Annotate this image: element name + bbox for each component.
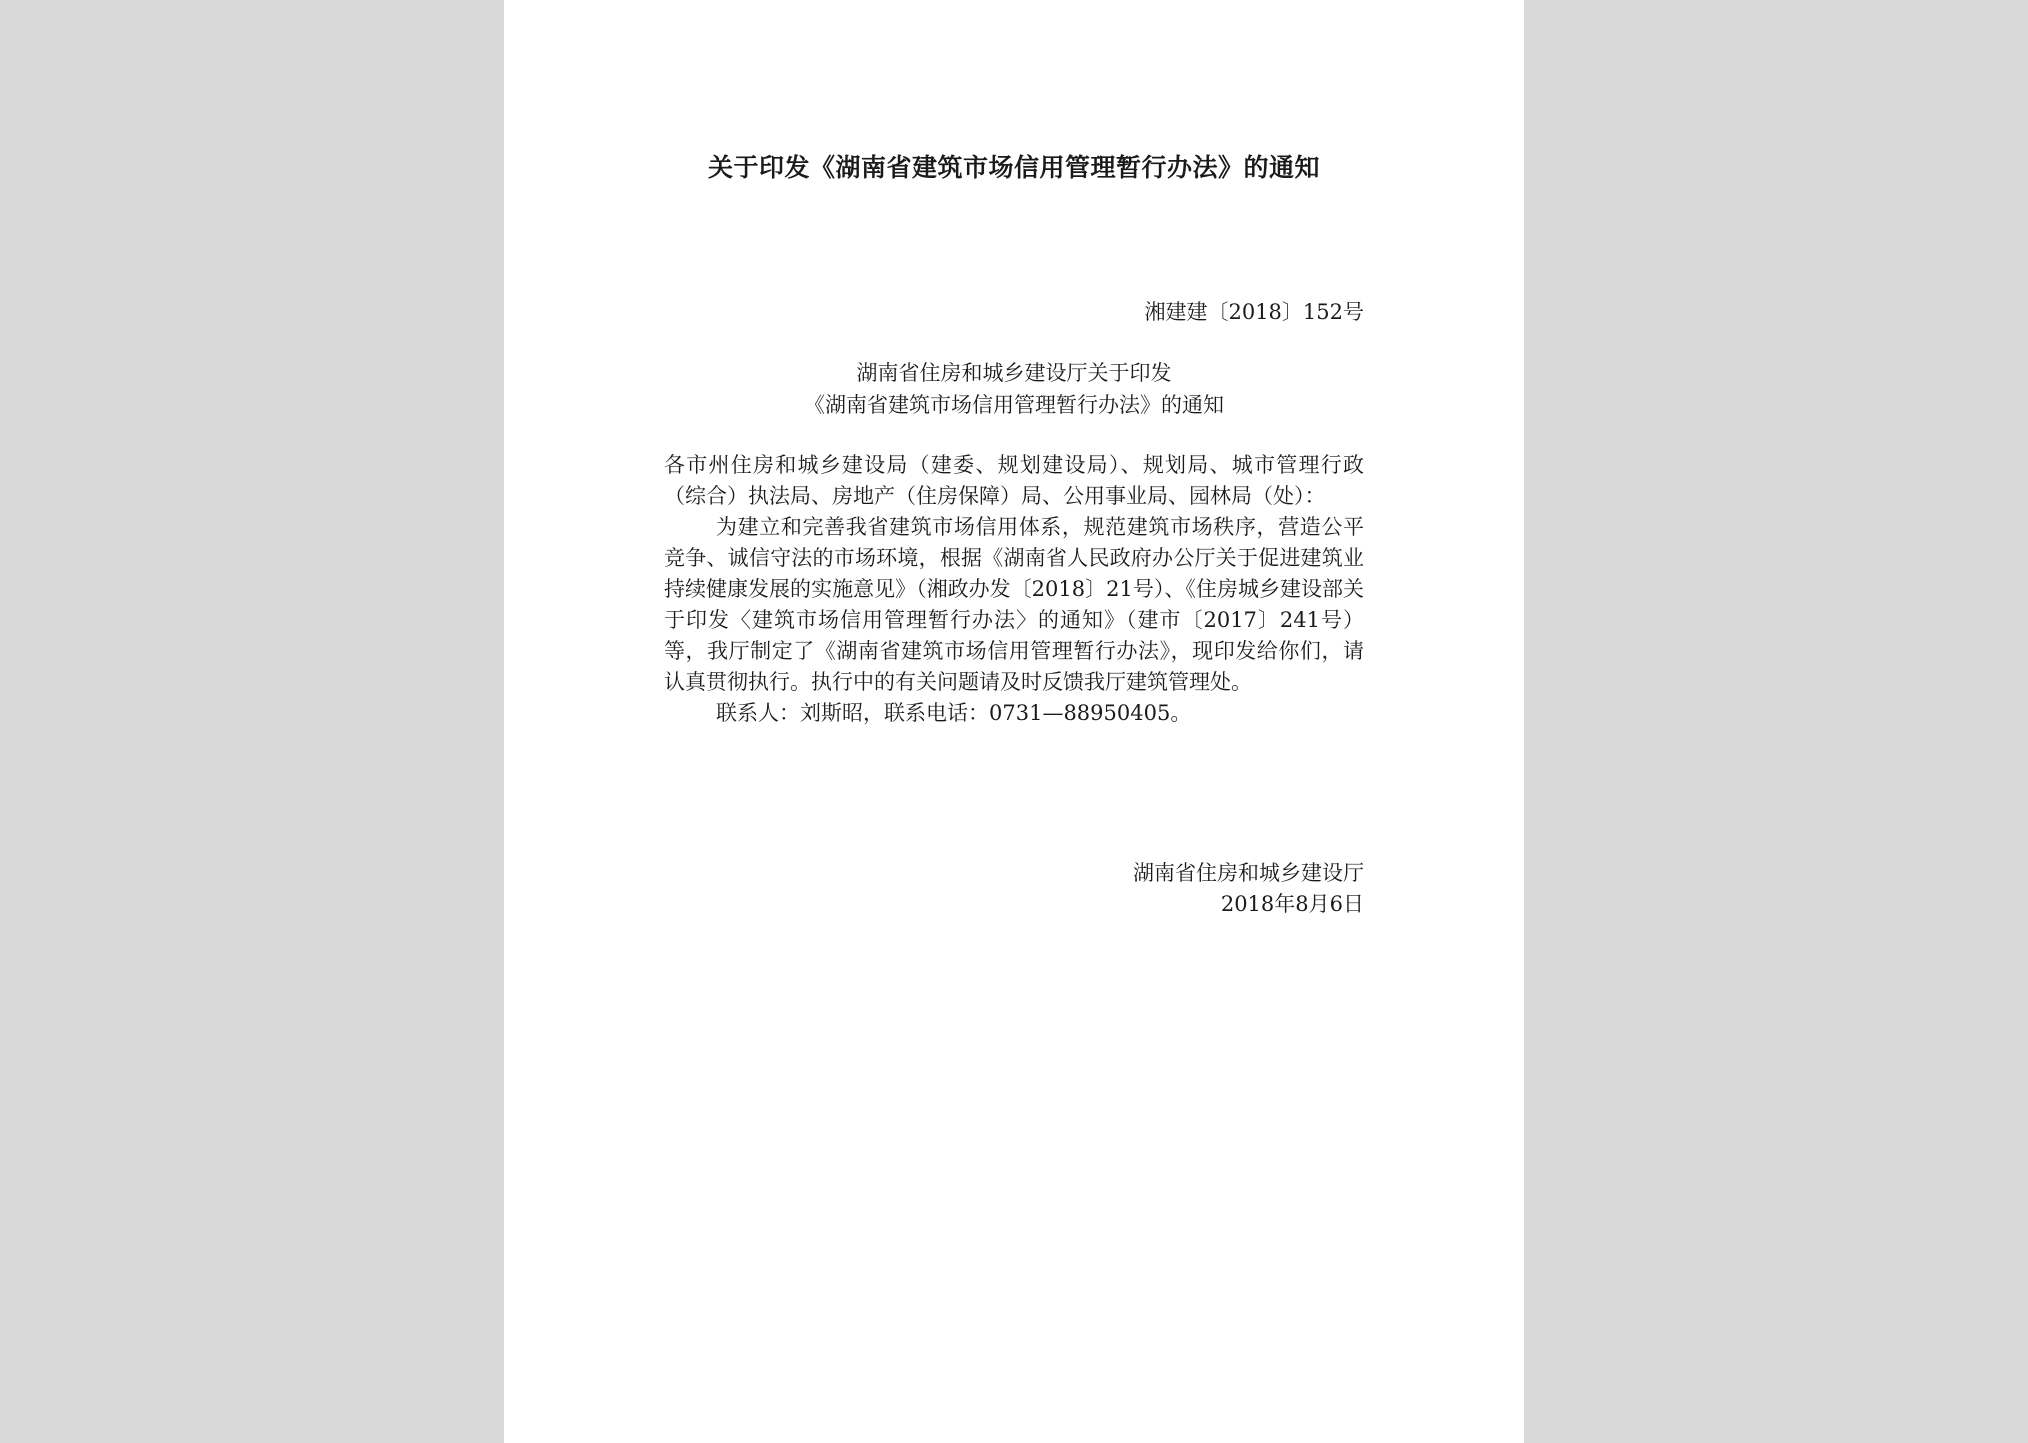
- document-title: 关于印发《湖南省建筑市场信用管理暂行办法》的通知: [707, 153, 1320, 182]
- document-body: [664, 450, 1364, 729]
- signature-date: 2018年8月6日: [1220, 892, 1364, 916]
- addressee-paragraph: 各市州住房和城乡建设局（建委、规划建设局）、规划局、城市管理行政（综合）执法局、房地产（住房保障）局、公用事业局、园林局（处）：: [664, 453, 1364, 508]
- main-paragraph: 为建立和完善我省建筑市场信用体系，规范建筑市场秩序，营造公平竞争、诚信守法的市场环境，根据《湖南省人民政府办公厅关于促进建筑业持续健康发展的实施意见》（湘政办发〔2018〕21号）、《住房城乡建设部关于印发〈建筑市场信用管理暂行办法〉的通知》（建市〔2017〕241号）等，我厅制定了《湖南省建筑市场信用管理暂行办法》，现印发给你们，请认真贯彻执行。执行中的有关问题请及时反馈我厅建筑管理处。: [664, 515, 1364, 694]
- document-page: [504, 0, 1524, 1443]
- contact-paragraph: 联系人：刘斯昭，联系电话：0731—88950405。: [716, 701, 1192, 725]
- document-number: 湘建建〔2018〕152号: [1144, 300, 1364, 324]
- signature-organization: 湖南省住房和城乡建设厅: [1133, 861, 1364, 885]
- subtitle-line-1: 湖南省住房和城乡建设厅关于印发: [856, 361, 1172, 385]
- subtitle-line-2: 《湖南省建筑市场信用管理暂行办法》的通知: [804, 393, 1224, 417]
